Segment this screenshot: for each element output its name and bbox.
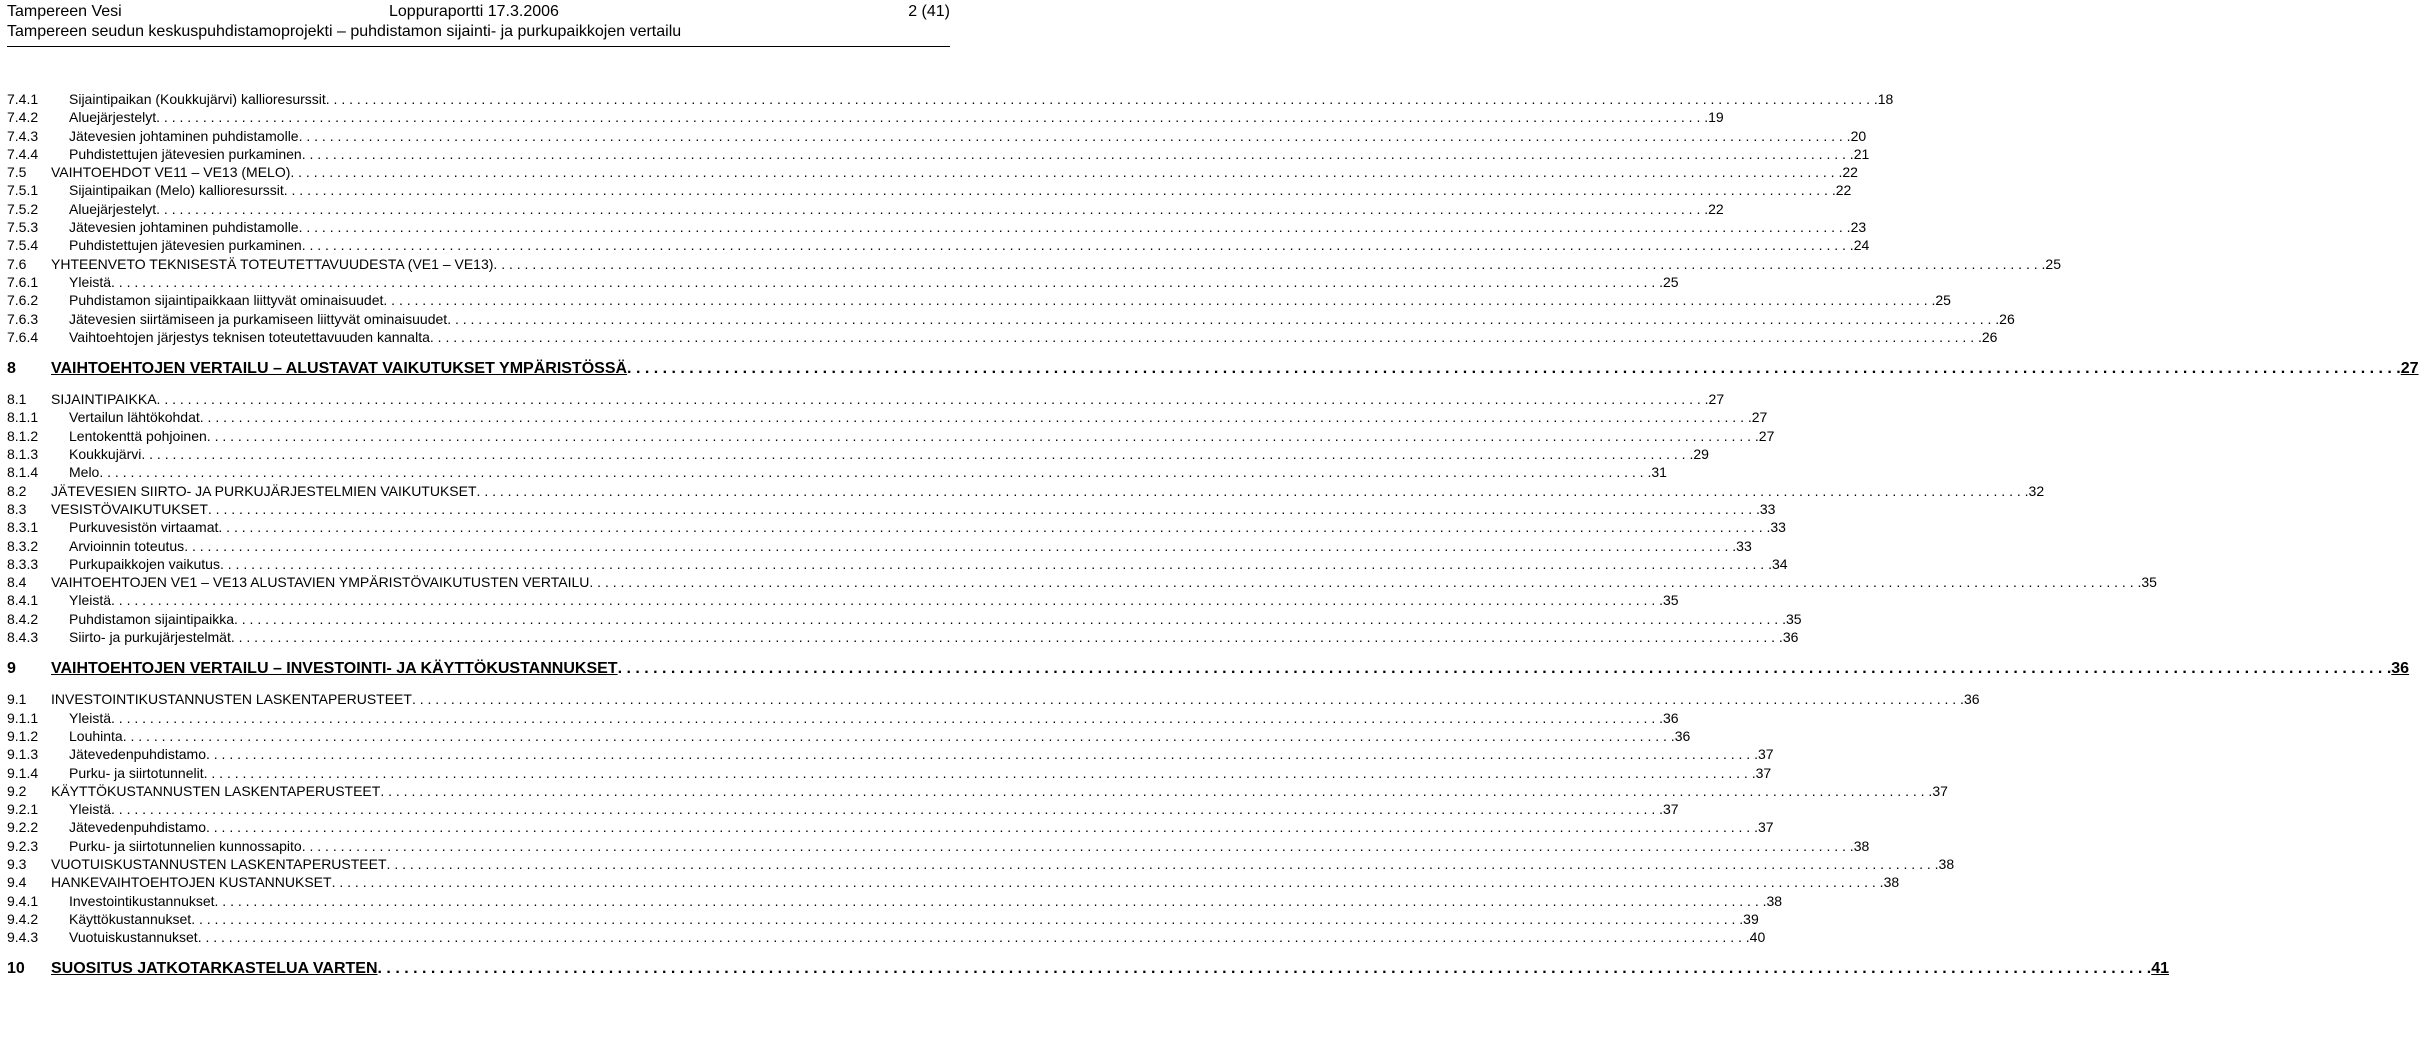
toc-entry-page[interactable]: 35 [1663, 592, 1679, 609]
toc-entry[interactable] [7, 855, 1955, 873]
toc-entry-number: 7.5.2 [7, 200, 39, 217]
toc-entry-page[interactable]: 24 [1853, 237, 1870, 254]
toc-entry-page[interactable]: 31 [1651, 464, 1667, 481]
toc-entry-line [51, 360, 2419, 378]
toc-entry-title[interactable]: Yleistä [69, 273, 112, 290]
toc-entry-line [69, 291, 1951, 309]
toc-entry-title[interactable]: VUOTUISKUSTANNUSTEN LASKENTAPERUSTEET [51, 855, 387, 872]
toc-entry[interactable] [7, 273, 1679, 291]
toc-entry[interactable] [7, 960, 2170, 978]
toc-entry[interactable] [7, 408, 1768, 426]
toc-dot-leader: . . . . . . . . . . . . . . . . . . . . . . . . . . . . . . . . . . . . . . . . . . . . . . . . . . . . . . . . . . . . . . . . . . . . . . . . . . . . . . . . . . . . . . . . . . . . . . . . . . . . . . . . . . . . . . . . . . . . . . . . . . . . . . . . . . . . . . . . . . . . . . . . . . . . . . . . . . . . . . . . . . . . . . . . . . . . . . . . . . . . . . . . . . . . . . . . . . . . . . . . [627, 360, 2401, 378]
toc-entry-line [69, 628, 1799, 646]
toc-entry-line [51, 500, 1776, 518]
toc-entry-line [69, 200, 1724, 218]
toc-entry-number: 9 [7, 660, 16, 678]
toc-dot-leader: . . . . . . . . . . . . . . . . . . . . . . . . . . . . . . . . . . . . . . . . . . . . . . . . . . . . . . . . . . . . . . . . . . . . . . . . . . . . . . . . . . . . . . . . . . . . . . . . . . . . . . . . . . . . . . . . . . . . . . . . . . . . . . . . . . . . . . . . . . . . . . . . . . . . . . . . . . . . . . . . . . . . . . . . . . . . . . . . . . . . . . . . . . . . . . . . . . . . . . . . [218, 519, 1771, 536]
toc-entry-page[interactable]: 19 [1708, 109, 1724, 126]
toc-dot-leader: . . . . . . . . . . . . . . . . . . . . . . . . . . . . . . . . . . . . . . . . . . . . . . . . . . . . . . . . . . . . . . . . . . . . . . . . . . . . . . . . . . . . . . . . . . . . . . . . . . . . . . . . . . . . . . . . . . . . . . . . . . . . . . . . . . . . . . . . . . . . . . . . . . . . . . . . . . . . . . . . . . . . . . . . . . . . . . . . . . . . . . . . . . . . . . . . . . . . . . . . [493, 255, 2046, 272]
toc-entry-number: 8.1 [7, 391, 27, 408]
toc-entry-title[interactable]: JÄTEVESIEN SIIRTO- JA PURKUJÄRJESTELMIEN VAIKUTUKSET [51, 482, 477, 499]
toc-entry[interactable] [7, 200, 1724, 218]
toc-entry[interactable] [7, 818, 1774, 836]
toc-dot-leader: . . . . . . . . . . . . . . . . . . . . . . . . . . . . . . . . . . . . . . . . . . . . . . . . . . . . . . . . . . . . . . . . . . . . . . . . . . . . . . . . . . . . . . . . . . . . . . . . . . . . . . . . . . . . . . . . . . . . . . . . . . . . . . . . . . . . . . . . . . . . . . . . . . . . . . . . . . . . . . . . . . . . . . . . . . . . . . . . . . . . . . . . . . . . . . . . . . . . . . . . [298, 219, 1851, 236]
toc-entry[interactable] [7, 591, 1679, 609]
toc-entry[interactable] [7, 236, 1870, 254]
toc-entry-number: 7.6 [7, 255, 27, 272]
toc-entry[interactable] [7, 745, 1774, 763]
toc-dot-leader: . . . . . . . . . . . . . . . . . . . . . . . . . . . . . . . . . . . . . . . . . . . . . . . . . . . . . . . . . . . . . . . . . . . . . . . . . . . . . . . . . . . . . . . . . . . . . . . . . . . . . . . . . . . . . . . . . . . . . . . . . . . . . . . . . . . . . . . . . . . . . . . . . . . . . . . . . . . . . . . . . . . . . . . . . . . . . . . . . . . . . . . . . . . . . . . . . . . . . . . . [122, 727, 1675, 744]
toc-entry-title[interactable]: Vertailun lähtökohdat [69, 409, 200, 426]
toc-entry-number: 8.1.3 [7, 446, 39, 463]
toc-entry-number: 9.3 [7, 855, 27, 872]
toc-entry-line [51, 690, 1980, 708]
toc-entry-line [69, 591, 1679, 609]
toc-entry-title[interactable]: Purkuvesistön virtaamat [69, 519, 219, 536]
toc-entry-line [69, 610, 1802, 628]
toc-entry-page[interactable]: 36 [1663, 709, 1679, 726]
toc-entry-page[interactable]: 36 [2391, 660, 2410, 678]
toc-entry-number: 7.5.4 [7, 237, 39, 254]
toc-entry-title[interactable]: Jätevesien johtaminen puhdistamolle [69, 219, 299, 236]
toc-dot-leader: . . . . . . . . . . . . . . . . . . . . . . . . . . . . . . . . . . . . . . . . . . . . . . . . . . . . . . . . . . . . . . . . . . . . . . . . . . . . . . . . . . . . . . . . . . . . . . . . . . . . . . . . . . . . . . . . . . . . . . . . . . . . . . . . . . . . . . . . . . . . . . . . . . . . . . . . . . . . . . . . . . . . . . . . . . . . . . . . . . . . . . . . . . . . . . . . . . . . . . . . [214, 892, 1767, 909]
toc-entry-title[interactable]: Jätevedenpuhdistamo [69, 819, 206, 836]
toc-entry-number: 9.1.3 [7, 746, 39, 763]
toc-entry[interactable] [7, 463, 1667, 481]
toc-entry-line [51, 482, 2045, 500]
toc-entry-page[interactable]: 20 [1850, 127, 1867, 144]
toc-dot-leader: . . . . . . . . . . . . . . . . . . . . . . . . . . . . . . . . . . . . . . . . . . . . . . . . . . . . . . . . . . . . . . . . . . . . . . . . . . . . . . . . . . . . . . . . . . . . . . . . . . . . . . . . . . . . . . . . . . . . . . . . . . . . . . . . . . . . . . . . . . . . . . . . . . . . . . . . . . . . . . . . . . . . . . . . . . . . . . . . . . . . . . . . . . . . . . . . . . . . . . . . [386, 855, 1939, 872]
toc-entry-number: 7.4.4 [7, 145, 39, 162]
toc-entry[interactable] [7, 291, 1951, 309]
toc-entry-number: 8.2 [7, 482, 27, 499]
toc-entry-line [69, 127, 1867, 145]
toc-entry-number: 9.2 [7, 782, 27, 799]
toc-dot-leader: . . . . . . . . . . . . . . . . . . . . . . . . . . . . . . . . . . . . . . . . . . . . . . . . . . . . . . . . . . . . . . . . . . . . . . . . . . . . . . . . . . . . . . . . . . . . . . . . . . . . . . . . . . . . . . . . . . . . . . . . . . . . . . . . . . . . . . . . . . . . . . . . . . . . . . . . . . . . . . . . . . . . . . . . . . . . . . . . . . . . . . . . . . . . . . . . . . . . . . . . [283, 182, 1836, 199]
header-report-title: Loppuraportti 17.3.2006 [389, 3, 559, 20]
toc-entry-title[interactable]: Louhinta [69, 727, 123, 744]
toc-entry[interactable] [7, 218, 1867, 236]
toc-entry-line [51, 855, 1955, 873]
toc-entry-title[interactable]: Purku- ja siirtotunnelit [69, 764, 204, 781]
toc-entry-title[interactable]: Jätevedenpuhdistamo [69, 746, 206, 763]
toc-entry[interactable] [7, 90, 1894, 108]
toc-entry-number: 7.6.2 [7, 292, 39, 309]
toc-entry-number: 7.5 [7, 164, 27, 181]
toc-dot-leader: . . . . . . . . . . . . . . . . . . . . . . . . . . . . . . . . . . . . . . . . . . . . . . . . . . . . . . . . . . . . . . . . . . . . . . . . . . . . . . . . . . . . . . . . . . . . . . . . . . . . . . . . . . . . . . . . . . . . . . . . . . . . . . . . . . . . . . . . . . . . . . . . . . . . . . . . . . . . . . . . . . . . . . . . . . . . . . . . . . . . . . . . . . . . . . . . . . . . . . . . [156, 109, 1709, 126]
toc-dot-leader: . . . . . . . . . . . . . . . . . . . . . . . . . . . . . . . . . . . . . . . . . . . . . . . . . . . . . . . . . . . . . . . . . . . . . . . . . . . . . . . . . . . . . . . . . . . . . . . . . . . . . . . . . . . . . . . . . . . . . . . . . . . . . . . . . . . . . . . . . . . . . . . . . . . . . . . . . . . . . . . . . . . . . . . . . . . . . . . . . . . . . . . . . . . . . . . . . . . . . . . . [377, 960, 2152, 978]
toc-entry-page[interactable]: 27 [1708, 391, 1725, 408]
toc-dot-leader: . . . . . . . . . . . . . . . . . . . . . . . . . . . . . . . . . . . . . . . . . . . . . . . . . . . . . . . . . . . . . . . . . . . . . . . . . . . . . . . . . . . . . . . . . . . . . . . . . . . . . . . . . . . . . . . . . . . . . . . . . . . . . . . . . . . . . . . . . . . . . . . . . . . . . . . . . . . . . . . . . . . . . . . . . . . . . . . . . . . . . . . . . . . . . . . . . . . . . . . . [233, 610, 1786, 627]
toc-entry-number: 8.3.1 [7, 519, 39, 536]
toc-entry-number: 9.1 [7, 691, 27, 708]
toc-entry[interactable] [7, 310, 2015, 328]
toc-entry-number: 8.3.2 [7, 537, 39, 554]
toc-entry-title[interactable]: Melo [69, 464, 100, 481]
toc-entry[interactable] [7, 500, 1776, 518]
toc-entry-title[interactable]: Puhdistettujen jätevesien purkaminen [69, 145, 302, 162]
toc-entry-line [69, 181, 1852, 199]
toc-dot-leader: . . . . . . . . . . . . . . . . . . . . . . . . . . . . . . . . . . . . . . . . . . . . . . . . . . . . . . . . . . . . . . . . . . . . . . . . . . . . . . . . . . . . . . . . . . . . . . . . . . . . . . . . . . . . . . . . . . . . . . . . . . . . . . . . . . . . . . . . . . . . . . . . . . . . . . . . . . . . . . . . . . . . . . . . . . . . . . . . . . . . . . . . . . . . . . . . . . . . . . . . [206, 746, 1758, 763]
toc-entry-title[interactable]: YHTEENVETO TEKNISESTÄ TOTEUTETTAVUUDESTA (VE1 – VE13) [51, 255, 494, 272]
toc-entry-line [69, 518, 1786, 536]
toc-entry-page[interactable]: 34 [1771, 555, 1788, 572]
toc-entry-title[interactable]: VESISTÖVAIKUTUKSET [51, 500, 208, 517]
toc-dot-leader: . . . . . . . . . . . . . . . . . . . . . . . . . . . . . . . . . . . . . . . . . . . . . . . . . . . . . . . . . . . . . . . . . . . . . . . . . . . . . . . . . . . . . . . . . . . . . . . . . . . . . . . . . . . . . . . . . . . . . . . . . . . . . . . . . . . . . . . . . . . . . . . . . . . . . . . . . . . . . . . . . . . . . . . . . . . . . . . . . . . . . . . . . . . . . . . . . . . . . . . . [197, 929, 1750, 946]
toc-entry-line [69, 555, 1788, 573]
toc-dot-leader: . . . . . . . . . . . . . . . . . . . . . . . . . . . . . . . . . . . . . . . . . . . . . . . . . . . . . . . . . . . . . . . . . . . . . . . . . . . . . . . . . . . . . . . . . . . . . . . . . . . . . . . . . . . . . . . . . . . . . . . . . . . . . . . . . . . . . . . . . . . . . . . . . . . . . . . . . . . . . . . . . . . . . . . . . . . . . . . . . . . . . . . . . . . . . . . . . . . . . . . . [383, 292, 1936, 309]
toc-dot-leader: . . . . . . . . . . . . . . . . . . . . . . . . . . . . . . . . . . . . . . . . . . . . . . . . . . . . . . . . . . . . . . . . . . . . . . . . . . . . . . . . . . . . . . . . . . . . . . . . . . . . . . . . . . . . . . . . . . . . . . . . . . . . . . . . . . . . . . . . . . . . . . . . . . . . . . . . . . . . . . . . . . . . . . . . . . . . . . . . . . . . . . . . . . . . . . . . . . . . . . . . [476, 482, 2029, 499]
toc-entry-line [69, 90, 1894, 108]
toc-dot-leader: . . . . . . . . . . . . . . . . . . . . . . . . . . . . . . . . . . . . . . . . . . . . . . . . . . . . . . . . . . . . . . . . . . . . . . . . . . . . . . . . . . . . . . . . . . . . . . . . . . . . . . . . . . . . . . . . . . . . . . . . . . . . . . . . . . . . . . . . . . . . . . . . . . . . . . . . . . . . . . . . . . . . . . . . . . . . . . . . . . . . . . . . . . . . . . . . . . . . . . . . [290, 164, 1843, 181]
toc-entry-page[interactable]: 27 [1758, 427, 1775, 444]
toc-entry-title[interactable]: Siirto- ja purkujärjestelmät [69, 629, 231, 646]
toc-dot-leader: . . . . . . . . . . . . . . . . . . . . . . . . . . . . . . . . . . . . . . . . . . . . . . . . . . . . . . . . . . . . . . . . . . . . . . . . . . . . . . . . . . . . . . . . . . . . . . . . . . . . . . . . . . . . . . . . . . . . . . . . . . . . . . . . . . . . . . . . . . . . . . . . . . . . . . . . . . . . . . . . . . . . . . . . . . . . . . . . . . . . . . . . . . . . . . . . . . . . . . . . [411, 691, 1964, 708]
toc-entry-line [69, 273, 1679, 291]
toc-entry-page[interactable]: 38 [1938, 855, 1955, 872]
toc-entry-line [69, 764, 1772, 782]
toc-dot-leader: . . . . . . . . . . . . . . . . . . . . . . . . . . . . . . . . . . . . . . . . . . . . . . . . . . . . . . . . . . . . . . . . . . . . . . . . . . . . . . . . . . . . . . . . . . . . . . . . . . . . . . . . . . . . . . . . . . . . . . . . . . . . . . . . . . . . . . . . . . . . . . . . . . . . . . . . . . . . . . . . . . . . . . . . . . . . . . . . . . . . . . . . . . . . . . . . . . . . . . . . [199, 409, 1752, 426]
toc-entry-page[interactable]: 22 [1708, 200, 1724, 217]
toc-entry[interactable] [7, 928, 1766, 946]
toc-entry-title[interactable]: HANKEVAIHTOEHTOJEN KUSTANNUKSET [51, 874, 332, 891]
toc-dot-leader: . . . . . . . . . . . . . . . . . . . . . . . . . . . . . . . . . . . . . . . . . . . . . . . . . . . . . . . . . . . . . . . . . . . . . . . . . . . . . . . . . . . . . . . . . . . . . . . . . . . . . . . . . . . . . . . . . . . . . . . . . . . . . . . . . . . . . . . . . . . . . . . . . . . . . . . . . . . . . . . . . . . . . . . . . . . . . . . . . . . . . . . . . . . . . . . . . . . . . . . . [156, 391, 1709, 408]
toc-entry-number: 8.4.2 [7, 610, 39, 627]
toc-entry-line [69, 427, 1775, 445]
toc-entry-page[interactable]: 32 [2028, 482, 2045, 499]
toc-entry-title[interactable]: Yleistä [69, 592, 112, 609]
toc-entry-number: 8.1.4 [7, 464, 39, 481]
toc-entry-page[interactable]: 41 [2151, 960, 2170, 978]
toc-entry-line [69, 818, 1774, 836]
toc-entry-number: 7.5.1 [7, 182, 39, 199]
toc-entry-line [51, 782, 1948, 800]
toc-entry-page[interactable]: 37 [1932, 782, 1948, 799]
toc-entry-page[interactable]: 18 [1877, 91, 1894, 107]
toc-entry-line [51, 960, 2170, 978]
toc-dot-leader: . . . . . . . . . . . . . . . . . . . . . . . . . . . . . . . . . . . . . . . . . . . . . . . . . . . . . . . . . . . . . . . . . . . . . . . . . . . . . . . . . . . . . . . . . . . . . . . . . . . . . . . . . . . . . . . . . . . . . . . . . . . . . . . . . . . . . . . . . . . . . . . . . . . . . . . . . . . . . . . . . . . . . . . . . . . . . . . . . . . . . . . . . . . . . . . . . . . . . . . . [230, 629, 1783, 646]
toc-entry-line [69, 408, 1768, 426]
header-page-number: 2 (41) [908, 3, 950, 20]
toc-entry-title[interactable]: Yleistä [69, 801, 112, 818]
toc-entry-title[interactable]: KÄYTTÖKUSTANNUSTEN LASKENTAPERUSTEET [51, 782, 381, 799]
toc-entry[interactable] [7, 482, 2045, 500]
toc-dot-leader: . . . . . . . . . . . . . . . . . . . . . . . . . . . . . . . . . . . . . . . . . . . . . . . . . . . . . . . . . . . . . . . . . . . . . . . . . . . . . . . . . . . . . . . . . . . . . . . . . . . . . . . . . . . . . . . . . . . . . . . . . . . . . . . . . . . . . . . . . . . . . . . . . . . . . . . . . . . . . . . . . . . . . . . . . . . . . . . . . . . . . . . . . . . . . . . . . . . . . . . . [184, 537, 1737, 554]
toc-entry-number: 9.4.3 [7, 929, 39, 946]
toc-entry-number: 7.6.4 [7, 328, 39, 345]
toc-entry[interactable] [7, 390, 1725, 408]
toc-entry-title[interactable]: SIJAINTIPAIKKA [51, 391, 157, 408]
toc-entry-title[interactable]: Puhdistettujen jätevesien purkaminen [69, 237, 302, 254]
toc-entry-title[interactable]: Käyttökustannukset [69, 910, 192, 927]
toc-entry-title[interactable]: Vuotuiskustannukset [69, 929, 198, 946]
toc-entry[interactable] [7, 181, 1852, 199]
toc-entry-number: 7.6.1 [7, 273, 39, 290]
toc-entry-page[interactable]: 38 [1766, 892, 1783, 909]
toc-entry[interactable] [7, 427, 1775, 445]
toc-entry-title[interactable]: INVESTOINTIKUSTANNUSTEN LASKENTAPERUSTEET [51, 691, 412, 708]
toc-dot-leader: . . . . . . . . . . . . . . . . . . . . . . . . . . . . . . . . . . . . . . . . . . . . . . . . . . . . . . . . . . . . . . . . . . . . . . . . . . . . . . . . . . . . . . . . . . . . . . . . . . . . . . . . . . . . . . . . . . . . . . . . . . . . . . . . . . . . . . . . . . . . . . . . . . . . . . . . . . . . . . . . . . . . . . . . . . . . . . . . . . . . . . . . . . . . . . . . . . . . . . . . [301, 237, 1854, 254]
toc-entry-number: 7.4.2 [7, 109, 39, 126]
toc-entry-number: 8.1.2 [7, 427, 39, 444]
toc-dot-leader: . . . . . . . . . . . . . . . . . . . . . . . . . . . . . . . . . . . . . . . . . . . . . . . . . . . . . . . . . . . . . . . . . . . . . . . . . . . . . . . . . . . . . . . . . . . . . . . . . . . . . . . . . . . . . . . . . . . . . . . . . . . . . . . . . . . . . . . . . . . . . . . . . . . . . . . . . . . . . . . . . . . . . . . . . . . . . . . . . . . . . . . . . . . . . . . . . . . . . . . . [325, 91, 1878, 107]
toc-entry-page[interactable]: 29 [1693, 446, 1709, 463]
toc-entry-line [69, 892, 1783, 910]
toc-entry-page[interactable]: 37 [1663, 801, 1679, 818]
toc-entry-page[interactable]: 27 [2400, 360, 2419, 378]
toc-entry-line [51, 573, 2157, 591]
toc-entry-line [51, 660, 2410, 678]
toc-entry-line [69, 800, 1679, 818]
toc-entry-page[interactable]: 40 [1749, 929, 1766, 946]
toc-entry-title[interactable]: VAIHTOEHTOJEN VE1 – VE13 ALUSTAVIEN YMPÄRISTÖVAIKUTUSTEN VERTAILU [51, 574, 590, 591]
toc-entry-line [69, 310, 2015, 328]
toc-entry-number: 8.1.1 [7, 409, 39, 426]
toc-entry-number: 9.2.2 [7, 819, 39, 836]
toc-entry[interactable] [7, 518, 1786, 536]
toc-entry[interactable] [7, 537, 1752, 555]
toc-entry-number: 9.2.1 [7, 801, 39, 818]
toc-entry-line [69, 218, 1867, 236]
toc-dot-leader: . . . . . . . . . . . . . . . . . . . . . . . . . . . . . . . . . . . . . . . . . . . . . . . . . . . . . . . . . . . . . . . . . . . . . . . . . . . . . . . . . . . . . . . . . . . . . . . . . . . . . . . . . . . . . . . . . . . . . . . . . . . . . . . . . . . . . . . . . . . . . . . . . . . . . . . . . . . . . . . . . . . . . . . . . . . . . . . . . . . . . . . . . . . . . . . . . . . . . . . . [111, 801, 1664, 818]
toc-entry[interactable] [7, 892, 1783, 910]
toc-entry-page[interactable]: 36 [1963, 691, 1980, 708]
toc-entry[interactable] [7, 837, 1870, 855]
toc-entry-page[interactable]: 22 [1842, 164, 1858, 181]
toc-entry-line [69, 709, 1679, 727]
toc-entry-line [69, 328, 1998, 346]
toc-entry-page[interactable]: 22 [1835, 182, 1852, 199]
toc-dot-leader: . . . . . . . . . . . . . . . . . . . . . . . . . . . . . . . . . . . . . . . . . . . . . . . . . . . . . . . . . . . . . . . . . . . . . . . . . . . . . . . . . . . . . . . . . . . . . . . . . . . . . . . . . . . . . . . . . . . . . . . . . . . . . . . . . . . . . . . . . . . . . . . . . . . . . . . . . . . . . . . . . . . . . . . . . . . . . . . . . . . . . . . . . . . . . . . . . . . . . . . . [156, 200, 1709, 217]
toc-entry-title[interactable]: VAIHTOEHTOJEN VERTAILU – ALUSTAVAT VAIKUTUKSET YMPÄRISTÖSSÄ [51, 360, 628, 378]
toc-dot-leader: . . . . . . . . . . . . . . . . . . . . . . . . . . . . . . . . . . . . . . . . . . . . . . . . . . . . . . . . . . . . . . . . . . . . . . . . . . . . . . . . . . . . . . . . . . . . . . . . . . . . . . . . . . . . . . . . . . . . . . . . . . . . . . . . . . . . . . . . . . . . . . . . . . . . . . . . . . . . . . . . . . . . . . . . . . . . . . . . . . . . . . . . . . . . . . . . . . . . . . . . [111, 592, 1664, 609]
toc-entry-line [51, 873, 1900, 891]
toc-dot-leader: . . . . . . . . . . . . . . . . . . . . . . . . . . . . . . . . . . . . . . . . . . . . . . . . . . . . . . . . . . . . . . . . . . . . . . . . . . . . . . . . . . . . . . . . . . . . . . . . . . . . . . . . . . . . . . . . . . . . . . . . . . . . . . . . . . . . . . . . . . . . . . . . . . . . . . . . . . . . . . . . . . . . . . . . . . . . . . . . . . . . . . . . . . . . . . . . . . . . . . . . [191, 910, 1744, 927]
toc-dot-leader: . . . . . . . . . . . . . . . . . . . . . . . . . . . . . . . . . . . . . . . . . . . . . . . . . . . . . . . . . . . . . . . . . . . . . . . . . . . . . . . . . . . . . . . . . . . . . . . . . . . . . . . . . . . . . . . . . . . . . . . . . . . . . . . . . . . . . . . . . . . . . . . . . . . . . . . . . . . . . . . . . . . . . . . . . . . . . . . . . . . . . . . . . . . . . . . . . . . . . . . . [617, 660, 2392, 678]
toc-entry-title[interactable]: Sijaintipaikan (Melo) kallioresurssit [69, 182, 284, 199]
toc-entry-title[interactable]: Koukkujärvi [69, 446, 142, 463]
toc-entry-page[interactable]: 37 [1757, 746, 1774, 763]
toc-entry-page[interactable]: 36 [1674, 727, 1691, 744]
toc-entry[interactable] [7, 145, 1870, 163]
toc-entry-page[interactable]: 27 [1751, 409, 1768, 426]
toc-entry-number: 8 [7, 360, 16, 378]
toc-entry-number: 8.4 [7, 574, 27, 591]
toc-entry-number: 10 [7, 960, 25, 978]
toc-dot-leader: . . . . . . . . . . . . . . . . . . . . . . . . . . . . . . . . . . . . . . . . . . . . . . . . . . . . . . . . . . . . . . . . . . . . . . . . . . . . . . . . . . . . . . . . . . . . . . . . . . . . . . . . . . . . . . . . . . . . . . . . . . . . . . . . . . . . . . . . . . . . . . . . . . . . . . . . . . . . . . . . . . . . . . . . . . . . . . . . . . . . . . . . . . . . . . . . . . . . . . . . [301, 837, 1854, 854]
toc-entry-title[interactable]: Yleistä [69, 709, 112, 726]
toc-entry[interactable] [7, 660, 2410, 678]
toc-entry-line [69, 910, 1759, 928]
toc-entry-page[interactable]: 25 [2045, 255, 2061, 272]
toc-dot-leader: . . . . . . . . . . . . . . . . . . . . . . . . . . . . . . . . . . . . . . . . . . . . . . . . . . . . . . . . . . . . . . . . . . . . . . . . . . . . . . . . . . . . . . . . . . . . . . . . . . . . . . . . . . . . . . . . . . . . . . . . . . . . . . . . . . . . . . . . . . . . . . . . . . . . . . . . . . . . . . . . . . . . . . . . . . . . . . . . . . . . . . . . . . . . . . . . . . . . . . . . [589, 574, 2142, 591]
header-subtitle: Tampereen seudun keskuspuhdistamoprojekti – puhdistamon sijainti- ja purkupaikkojen vertailu [7, 23, 682, 40]
toc-entry-title[interactable]: Purku- ja siirtotunnelien kunnossapito [69, 837, 302, 854]
toc-entry[interactable] [7, 782, 1948, 800]
toc-entry-number: 9.1.2 [7, 727, 39, 744]
toc-entry-page[interactable]: 33 [1759, 500, 1776, 517]
toc-entry[interactable] [7, 628, 1799, 646]
toc-entry-number: 7.5.3 [7, 219, 39, 236]
toc-entry[interactable] [7, 764, 1772, 782]
toc-dot-leader: . . . . . . . . . . . . . . . . . . . . . . . . . . . . . . . . . . . . . . . . . . . . . . . . . . . . . . . . . . . . . . . . . . . . . . . . . . . . . . . . . . . . . . . . . . . . . . . . . . . . . . . . . . . . . . . . . . . . . . . . . . . . . . . . . . . . . . . . . . . . . . . . . . . . . . . . . . . . . . . . . . . . . . . . . . . . . . . . . . . . . . . . . . . . . . . . . . . . . . . . [206, 427, 1759, 444]
toc-entry-line [51, 255, 2061, 273]
toc-entry-title[interactable]: Puhdistamon sijaintipaikka [69, 610, 234, 627]
toc-dot-leader: . . . . . . . . . . . . . . . . . . . . . . . . . . . . . . . . . . . . . . . . . . . . . . . . . . . . . . . . . . . . . . . . . . . . . . . . . . . . . . . . . . . . . . . . . . . . . . . . . . . . . . . . . . . . . . . . . . . . . . . . . . . . . . . . . . . . . . . . . . . . . . . . . . . . . . . . . . . . . . . . . . . . . . . . . . . . . . . . . . . . . . . . . . . . . . . . . . . . . . . . [429, 328, 1982, 345]
toc-entry-title[interactable]: Aluejärjestelyt [69, 200, 157, 217]
toc-entry-page[interactable]: 33 [1736, 537, 1752, 554]
toc-dot-leader: . . . . . . . . . . . . . . . . . . . . . . . . . . . . . . . . . . . . . . . . . . . . . . . . . . . . . . . . . . . . . . . . . . . . . . . . . . . . . . . . . . . . . . . . . . . . . . . . . . . . . . . . . . . . . . . . . . . . . . . . . . . . . . . . . . . . . . . . . . . . . . . . . . . . . . . . . . . . . . . . . . . . . . . . . . . . . . . . . . . . . . . . . . . . . . . . . . . . . . . . [301, 145, 1854, 162]
page-header [7, 2, 950, 42]
toc-entry-line [69, 463, 1667, 481]
toc-entry[interactable] [7, 690, 1980, 708]
toc-entry[interactable] [7, 910, 1759, 928]
toc-entry-title[interactable]: Jätevesien siirtämiseen ja purkamiseen liittyvät ominaisuudet [69, 310, 448, 327]
toc-entry-number: 9.1.4 [7, 764, 39, 781]
toc-entry-number: 8.4.1 [7, 592, 39, 609]
toc-entry-title[interactable]: Vaihtoehtojen järjestys teknisen toteutettavuuden kannalta [69, 328, 430, 345]
toc-entry-title[interactable]: Sijaintipaikan (Koukkujärvi) kallioresurssit [69, 91, 326, 107]
toc-dot-leader: . . . . . . . . . . . . . . . . . . . . . . . . . . . . . . . . . . . . . . . . . . . . . . . . . . . . . . . . . . . . . . . . . . . . . . . . . . . . . . . . . . . . . . . . . . . . . . . . . . . . . . . . . . . . . . . . . . . . . . . . . . . . . . . . . . . . . . . . . . . . . . . . . . . . . . . . . . . . . . . . . . . . . . . . . . . . . . . . . . . . . . . . . . . . . . . . . . . . . . . . [219, 555, 1772, 572]
toc-entry-number: 9.4.1 [7, 892, 39, 909]
toc-entry[interactable] [7, 163, 1858, 181]
toc-entry-number: 9.2.3 [7, 837, 39, 854]
toc-entry-line [69, 537, 1752, 555]
toc-entry[interactable] [7, 555, 1788, 573]
toc-entry-number: 7.6.3 [7, 310, 39, 327]
toc-entry-page[interactable]: 23 [1850, 219, 1867, 236]
toc-entry-line [51, 163, 1858, 181]
header-row [7, 2, 950, 22]
toc-entry[interactable] [7, 445, 1709, 463]
toc-entry-page[interactable]: 37 [1757, 819, 1774, 836]
toc-entry-page[interactable]: 37 [1755, 764, 1772, 781]
toc-entry-title[interactable]: Purkupaikkojen vaikutus [69, 555, 220, 572]
toc-entry-number: 7.4.1 [7, 91, 39, 107]
toc-entry[interactable] [7, 255, 2061, 273]
toc-entry-number: 8.3 [7, 500, 27, 517]
toc-dot-leader: . . . . . . . . . . . . . . . . . . . . . . . . . . . . . . . . . . . . . . . . . . . . . . . . . . . . . . . . . . . . . . . . . . . . . . . . . . . . . . . . . . . . . . . . . . . . . . . . . . . . . . . . . . . . . . . . . . . . . . . . . . . . . . . . . . . . . . . . . . . . . . . . . . . . . . . . . . . . . . . . . . . . . . . . . . . . . . . . . . . . . . . . . . . . . . . . . . . . . . . . [206, 819, 1758, 836]
toc-entry-page[interactable]: 35 [1785, 610, 1802, 627]
toc-entry-page[interactable]: 25 [1663, 273, 1679, 290]
toc-entry-title[interactable]: Aluejärjestelyt [69, 109, 157, 126]
toc-dot-leader: . . . . . . . . . . . . . . . . . . . . . . . . . . . . . . . . . . . . . . . . . . . . . . . . . . . . . . . . . . . . . . . . . . . . . . . . . . . . . . . . . . . . . . . . . . . . . . . . . . . . . . . . . . . . . . . . . . . . . . . . . . . . . . . . . . . . . . . . . . . . . . . . . . . . . . . . . . . . . . . . . . . . . . . . . . . . . . . . . . . . . . . . . . . . . . . . . . . . . . . . [447, 310, 2000, 327]
toc-entry-page[interactable]: 21 [1853, 145, 1870, 162]
toc-entry-page[interactable]: 39 [1743, 910, 1759, 927]
toc-entry-number: 9.4.2 [7, 910, 39, 927]
toc-entry[interactable] [7, 727, 1691, 745]
toc-entry-line [69, 108, 1724, 126]
toc-entry-number: 8.4.3 [7, 629, 39, 646]
toc-entry-title[interactable]: Investointikustannukset [69, 892, 215, 909]
toc-entry[interactable] [7, 573, 2157, 591]
toc-dot-leader: . . . . . . . . . . . . . . . . . . . . . . . . . . . . . . . . . . . . . . . . . . . . . . . . . . . . . . . . . . . . . . . . . . . . . . . . . . . . . . . . . . . . . . . . . . . . . . . . . . . . . . . . . . . . . . . . . . . . . . . . . . . . . . . . . . . . . . . . . . . . . . . . . . . . . . . . . . . . . . . . . . . . . . . . . . . . . . . . . . . . . . . . . . . . . . . . . . . . . . . . [99, 464, 1652, 481]
toc-dot-leader: . . . . . . . . . . . . . . . . . . . . . . . . . . . . . . . . . . . . . . . . . . . . . . . . . . . . . . . . . . . . . . . . . . . . . . . . . . . . . . . . . . . . . . . . . . . . . . . . . . . . . . . . . . . . . . . . . . . . . . . . . . . . . . . . . . . . . . . . . . . . . . . . . . . . . . . . . . . . . . . . . . . . . . . . . . . . . . . . . . . . . . . . . . . . . . . . . . . . . . . . [141, 446, 1694, 463]
toc-entry-title[interactable]: Lentokenttä pohjoinen [69, 427, 207, 444]
toc-entry-title[interactable]: VAIHTOEHDOT VE11 – VE13 (MELO) [51, 164, 291, 181]
toc-entry-line [69, 145, 1870, 163]
toc-dot-leader: . . . . . . . . . . . . . . . . . . . . . . . . . . . . . . . . . . . . . . . . . . . . . . . . . . . . . . . . . . . . . . . . . . . . . . . . . . . . . . . . . . . . . . . . . . . . . . . . . . . . . . . . . . . . . . . . . . . . . . . . . . . . . . . . . . . . . . . . . . . . . . . . . . . . . . . . . . . . . . . . . . . . . . . . . . . . . . . . . . . . . . . . . . . . . . . . . . . . . . . . [111, 273, 1664, 290]
toc-entry[interactable] [7, 360, 2419, 378]
toc-entry-page[interactable]: 25 [1935, 292, 1951, 309]
toc-dot-leader: . . . . . . . . . . . . . . . . . . . . . . . . . . . . . . . . . . . . . . . . . . . . . . . . . . . . . . . . . . . . . . . . . . . . . . . . . . . . . . . . . . . . . . . . . . . . . . . . . . . . . . . . . . . . . . . . . . . . . . . . . . . . . . . . . . . . . . . . . . . . . . . . . . . . . . . . . . . . . . . . . . . . . . . . . . . . . . . . . . . . . . . . . . . . . . . . . . . . . . . . [111, 709, 1664, 726]
toc-entry[interactable] [7, 873, 1900, 891]
toc-entry-line [69, 236, 1870, 254]
toc-entry-page[interactable]: 26 [1999, 310, 2015, 327]
toc-entry-page[interactable]: 35 [2141, 574, 2157, 591]
header-subtitle-row [7, 22, 950, 42]
toc-dot-leader: . . . . . . . . . . . . . . . . . . . . . . . . . . . . . . . . . . . . . . . . . . . . . . . . . . . . . . . . . . . . . . . . . . . . . . . . . . . . . . . . . . . . . . . . . . . . . . . . . . . . . . . . . . . . . . . . . . . . . . . . . . . . . . . . . . . . . . . . . . . . . . . . . . . . . . . . . . . . . . . . . . . . . . . . . . . . . . . . . . . . . . . . . . . . . . . . . . . . . . . . [207, 500, 1760, 517]
toc-entry-line [69, 445, 1709, 463]
toc-entry-line [69, 837, 1870, 855]
toc-entry-number: 9.1.1 [7, 709, 39, 726]
toc-entry-line [69, 745, 1774, 763]
toc-dot-leader: . . . . . . . . . . . . . . . . . . . . . . . . . . . . . . . . . . . . . . . . . . . . . . . . . . . . . . . . . . . . . . . . . . . . . . . . . . . . . . . . . . . . . . . . . . . . . . . . . . . . . . . . . . . . . . . . . . . . . . . . . . . . . . . . . . . . . . . . . . . . . . . . . . . . . . . . . . . . . . . . . . . . . . . . . . . . . . . . . . . . . . . . . . . . . . . . . . . . . . . . [331, 874, 1884, 891]
toc-entry-page[interactable]: 26 [1981, 328, 1998, 345]
toc-dot-leader: . . . . . . . . . . . . . . . . . . . . . . . . . . . . . . . . . . . . . . . . . . . . . . . . . . . . . . . . . . . . . . . . . . . . . . . . . . . . . . . . . . . . . . . . . . . . . . . . . . . . . . . . . . . . . . . . . . . . . . . . . . . . . . . . . . . . . . . . . . . . . . . . . . . . . . . . . . . . . . . . . . . . . . . . . . . . . . . . . . . . . . . . . . . . . . . . . . . . . . . . [203, 764, 1756, 781]
toc-entry-line [69, 727, 1691, 745]
toc-entry-title[interactable]: Arvioinnin toteutus [69, 537, 185, 554]
toc-entry-page[interactable]: 38 [1883, 874, 1900, 891]
toc-dot-leader: . . . . . . . . . . . . . . . . . . . . . . . . . . . . . . . . . . . . . . . . . . . . . . . . . . . . . . . . . . . . . . . . . . . . . . . . . . . . . . . . . . . . . . . . . . . . . . . . . . . . . . . . . . . . . . . . . . . . . . . . . . . . . . . . . . . . . . . . . . . . . . . . . . . . . . . . . . . . . . . . . . . . . . . . . . . . . . . . . . . . . . . . . . . . . . . . . . . . . . . . [298, 127, 1851, 144]
toc-entry[interactable] [7, 800, 1679, 818]
toc-entry-number: 8.3.3 [7, 555, 39, 572]
header-organization: Tampereen Vesi [7, 3, 122, 20]
header-divider [7, 46, 950, 47]
table-of-contents [7, 90, 2419, 990]
toc-entry-number: 7.4.3 [7, 127, 39, 144]
toc-entry[interactable] [7, 108, 1724, 126]
toc-entry-title[interactable]: Jätevesien johtaminen puhdistamolle [69, 127, 299, 144]
toc-entry[interactable] [7, 328, 1998, 346]
toc-entry-page[interactable]: 38 [1853, 837, 1870, 854]
toc-entry[interactable] [7, 127, 1867, 145]
toc-entry[interactable] [7, 610, 1802, 628]
toc-dot-leader: . . . . . . . . . . . . . . . . . . . . . . . . . . . . . . . . . . . . . . . . . . . . . . . . . . . . . . . . . . . . . . . . . . . . . . . . . . . . . . . . . . . . . . . . . . . . . . . . . . . . . . . . . . . . . . . . . . . . . . . . . . . . . . . . . . . . . . . . . . . . . . . . . . . . . . . . . . . . . . . . . . . . . . . . . . . . . . . . . . . . . . . . . . . . . . . . . . . . . . . . [380, 782, 1933, 799]
toc-entry-title[interactable]: SUOSITUS JATKOTARKASTELUA VARTEN [51, 960, 378, 978]
toc-entry-title[interactable]: VAIHTOEHTOJEN VERTAILU – INVESTOINTI- JA KÄYTTÖKUSTANNUKSET [51, 660, 618, 678]
toc-entry-number: 9.4 [7, 874, 27, 891]
toc-entry-page[interactable]: 36 [1782, 629, 1799, 646]
toc-entry-title[interactable]: Puhdistamon sijaintipaikkaan liittyvät ominaisuudet [69, 292, 384, 309]
toc-entry-line [51, 390, 1725, 408]
toc-entry-line [69, 928, 1766, 946]
toc-entry-page[interactable]: 33 [1770, 519, 1786, 536]
toc-entry[interactable] [7, 709, 1679, 727]
